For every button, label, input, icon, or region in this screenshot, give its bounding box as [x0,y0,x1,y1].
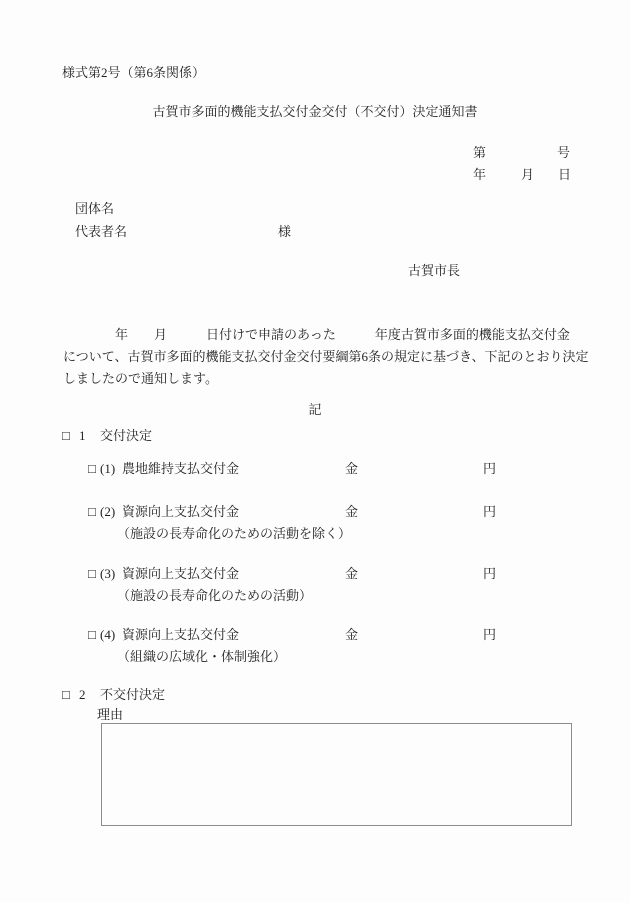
document-title: 古賀市多面的機能支払交付金交付（不交付）決定通知書 [152,104,478,119]
item-2-number: (2) [100,504,116,519]
section2-number: 2 [79,687,86,702]
reason-box [101,723,572,826]
recipient-rep-line [0,224,630,241]
grant-item-2 [0,504,630,521]
item-4-name: 資源向上支払交付金 [122,627,240,642]
date-month-label: 月 [521,167,535,182]
recipient-rep-label: 代表者名 [75,224,128,239]
item-4-number: (4) [100,627,116,642]
section1-label: 交付決定 [100,428,153,443]
section1-heading [0,428,630,445]
note-mark: 記 [308,402,322,417]
item-3-checkbox-glyph: □ [88,566,96,581]
section1-checkbox-glyph: □ [62,428,70,443]
item-2-amount-unit: 円 [483,504,497,519]
form-number: 様式第2号（第6条関係） [62,65,206,80]
reason-label: 理由 [97,707,124,722]
recipient-org-label: 団体名 [75,201,115,216]
date-line [0,167,630,184]
item-1-checkbox-glyph: □ [88,461,96,476]
item-3-note: （施設の長寿命化のための活動） [117,588,313,603]
body-line-3: しましたので通知します。 [63,371,218,386]
item-1-number: (1) [100,461,116,476]
item-1-amount-unit: 円 [483,461,497,476]
section2-label: 不交付決定 [100,687,166,702]
item-3-amount-prefix: 金 [345,566,359,581]
grant-item-1 [0,461,630,478]
doc-number-prefix: 第 [473,145,487,160]
item-2-checkbox-glyph: □ [88,504,96,519]
date-day-label: 日 [558,167,572,182]
recipient-honorific: 様 [278,224,292,239]
item-4-amount-unit: 円 [483,627,497,642]
grant-item-4 [0,627,630,644]
item-3-number: (3) [100,566,116,581]
item-1-amount-prefix: 金 [345,461,359,476]
date-year-label: 年 [473,167,487,182]
body-line-1: 年 月 日付けで申請のあった 年度古賀市多面的機能支払交付金 [63,327,570,342]
item-2-note: （施設の長寿命化のための活動を除く） [117,526,352,541]
grant-item-3 [0,566,630,583]
doc-number-suffix: 号 [557,145,571,160]
item-3-name: 資源向上支払交付金 [122,566,240,581]
item-2-amount-prefix: 金 [345,504,359,519]
sender-title: 古賀市長 [408,263,461,278]
item-3-amount-unit: 円 [483,566,497,581]
item-4-note: （組織の広域化・体制強化） [117,649,287,664]
section2-checkbox-glyph: □ [62,687,70,702]
section1-number: 1 [79,428,86,443]
body-line-2: について、古賀市多面的機能支払交付金交付要綱第6条の規定に基づき、下記のとおり決定 [63,349,589,364]
item-2-name: 資源向上支払交付金 [122,504,240,519]
doc-number-line [0,145,630,162]
item-4-checkbox-glyph: □ [88,627,96,642]
item-4-amount-prefix: 金 [345,627,359,642]
body-paragraph [63,324,589,390]
section2-heading [0,687,630,704]
item-1-name: 農地維持支払交付金 [122,461,240,476]
